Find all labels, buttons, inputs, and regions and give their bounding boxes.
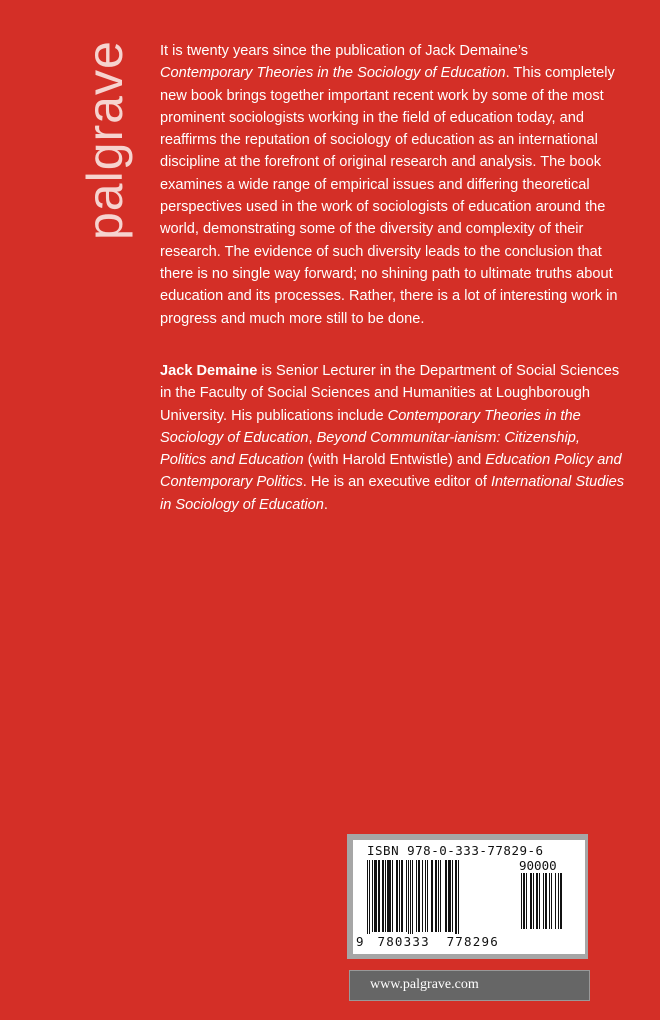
barcode-bar [408,860,409,940]
barcode-bar [458,860,459,940]
barcode-bar [382,860,384,932]
barcode-bar [425,860,426,932]
website-url: www.palgrave.com [370,977,479,992]
barcode-bar [551,873,552,929]
barcode-bar [543,873,544,929]
addon-barcode [517,873,579,931]
barcode-bar [533,873,534,929]
ean-first-digit: 9 [356,934,365,949]
barcode-bar [545,873,547,929]
barcode-bar [378,860,380,932]
barcode-bar [560,873,562,929]
isbn-label: ISBN 978-0-333-77829-6 [367,843,544,858]
blurb-book-title: Contemporary Theories in the Sociology of Education [160,65,506,82]
barcode-bar [392,860,393,932]
barcode-bar [372,860,373,932]
ean-digits [356,934,499,949]
author-name: Jack Demaine [160,363,258,379]
barcode-bar [412,860,413,940]
bio-book-2: Beyond Communitar-ianism: Citizenship, Politics and Education [160,429,580,469]
bio-text-4: . He is an executive editor of [302,474,491,491]
barcode-bar [438,860,439,932]
logo-text: palgrave [77,40,133,240]
bio-text-1: is Senior Lecturer in the Department of Social Sciences in the Faculty of Social Sciences and Humanities at Loughborough University. His publications include [160,363,620,424]
barcode-bar [536,873,538,929]
barcode-panel [347,834,588,959]
barcode-bar [422,860,423,932]
barcode-bar [427,860,428,932]
barcode-bar [555,873,556,929]
ean-right-digits: 778296 [446,934,499,949]
barcode-bar [549,873,550,929]
barcode-bar [406,860,407,932]
bio-text-2: , [308,429,317,446]
barcode-bar [558,873,559,929]
blurb-intro: It is twenty years since the publication of Jack Demaine’s [160,43,528,59]
barcode-bar [374,860,377,932]
barcode-bar [448,860,451,932]
bio-journal: International Studies in Sociology of Education [160,474,625,513]
blurb-body: . This completely new book brings together important recent work by some of the most prominent sociologists working in the field of education today, and reaffirms the reputation of sociology of education as an international discipline at the forefront of original research and analysis. The book examines a wide range of empirical issues and differing theoretical perspectives used in the work of sociologists of education around the world, demonstrating some of the diversity and complexity of their research. The evidence of such diversity leads to the conclusion that there is no single way forward; no shining path to ultimate truths about education and its processes. Rather, there is a lot of interesting work in progress and much more still to be done. [160,65,618,327]
ean-left-digits: 780333 [377,934,430,949]
barcode-bar [369,860,370,940]
barcode-bar [521,873,522,929]
bio-text-5: . [323,496,328,513]
url-box [349,970,590,1001]
book-blurb [160,40,630,330]
barcode-bar [539,873,540,929]
bio-book-1: Contemporary Theories in the Sociology of Education [160,407,581,446]
barcode-bar [418,860,420,932]
barcode-bar [445,860,447,932]
barcode-label [353,840,585,954]
barcode-bar [452,860,453,932]
barcode-bar [455,860,457,940]
barcode-bar [399,860,400,932]
barcode-bar [401,860,403,932]
author-bio [160,360,630,516]
barcode-bar [396,860,398,932]
barcode-bar [367,860,368,940]
barcode-bar [530,873,532,929]
barcode-bar [523,873,525,929]
barcode-bar [440,860,441,932]
bio-book-3: Education Policy and Contemporary Politics [160,452,622,491]
barcode-bar [410,860,411,940]
barcode-bar [416,860,417,932]
barcode-bar [431,860,433,932]
barcode-bar [435,860,437,932]
bio-text-3: (with Harold Entwistle) and [303,452,486,469]
palgrave-logo [18,40,133,240]
price-code: 90000 [519,858,557,873]
barcode-bar [385,860,386,932]
barcode-bar [526,873,527,929]
barcode-bar [387,860,391,932]
